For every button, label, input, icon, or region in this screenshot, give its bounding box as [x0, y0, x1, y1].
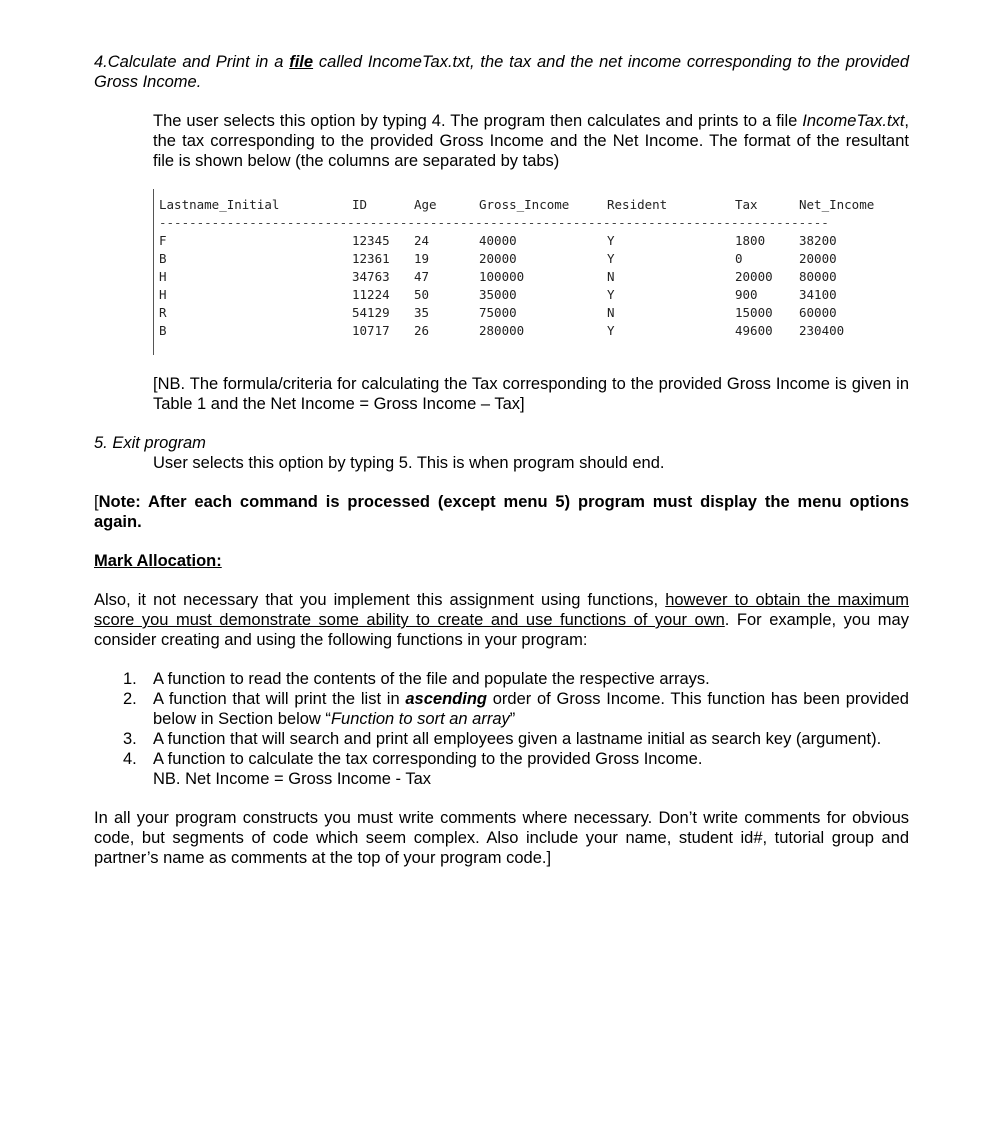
table-cell-resident: Y: [607, 287, 615, 302]
table-cell-lastname: F: [159, 233, 167, 248]
table-cell-tax: 15000: [735, 305, 773, 320]
note-text: Note: After each command is processed (except menu 5) program must display the menu options again.: [94, 493, 909, 531]
list-item-number: 4.: [123, 750, 137, 768]
mark-allocation-p1-part1: Also, it not necessary that you implement this assignment using functions,: [94, 591, 666, 609]
mark-allocation-heading-text: Mark Allocation:: [94, 552, 222, 570]
mark-allocation-paragraph: [94, 590, 909, 650]
list-item-line2: NB. Net Income = Gross Income - Tax: [153, 770, 432, 788]
table-cell-net: 230400: [799, 323, 845, 338]
table-cell-resident: N: [607, 269, 615, 284]
list-item-number: 1.: [123, 670, 137, 688]
table-cell-net: 60000: [799, 305, 837, 320]
note-paragraph: [94, 492, 909, 532]
table-header-age: Age: [414, 197, 437, 212]
table-header-lastname: Lastname_Initial: [159, 197, 280, 212]
mark-allocation-heading: [94, 551, 909, 571]
table-cell-lastname: H: [159, 287, 167, 302]
section5-description: User selects this option by typing 5. This is when program should end.: [153, 454, 665, 472]
list-item-text: A function that will search and print all employees given a lastname initial as search key (argument).: [153, 730, 882, 748]
table-cell-id: 12345: [352, 233, 390, 248]
table-cell-id: 10717: [352, 323, 390, 338]
list-item-emphasis: ascending: [405, 690, 487, 708]
table-cell-gross: 40000: [479, 233, 517, 248]
table-header-resident: Resident: [607, 197, 668, 212]
table-cell-lastname: H: [159, 269, 167, 284]
table-cell-resident: Y: [607, 323, 615, 338]
table-cell-tax: 20000: [735, 269, 773, 284]
table-header-net: Net_Income: [799, 197, 875, 212]
table-row: [159, 322, 899, 340]
section4-desc-file: IncomeTax.txt: [802, 112, 905, 130]
table-cell-lastname: B: [159, 323, 167, 338]
list-item-text: A function to read the contents of the file and populate the respective arrays.: [153, 670, 710, 688]
table-header-row: [159, 196, 899, 214]
table-row: [159, 232, 899, 250]
table-cell-gross: 280000: [479, 323, 525, 338]
section4-desc-part2: , the tax corresponding to the provided Gross Income and the Net Income. The format of the resultant file is shown below (the columns are separated by tabs): [153, 112, 909, 170]
table-row: [159, 268, 899, 286]
table-header-id: ID: [352, 197, 368, 212]
table-cell-age: 26: [414, 323, 430, 338]
table-cell-tax: 49600: [735, 323, 773, 338]
list-item-number: 3.: [123, 730, 137, 748]
table-cell-tax: 1800: [735, 233, 766, 248]
table-cell-id: 12361: [352, 251, 390, 266]
table-cell-age: 24: [414, 233, 430, 248]
table-cell-gross: 75000: [479, 305, 517, 320]
closing-paragraph: In all your program constructs you must write comments where necessary. Don’t write comments for obvious code, but segments of code which seem complex. Also include your name, student id#, tutorial group and partner’s name as comments at the top of your program code.]: [94, 809, 909, 867]
table-row: [159, 304, 899, 322]
section4-heading-suffix: called IncomeTax.txt, the tax and the net income corresponding to the provided Gross Income.: [94, 53, 909, 91]
list-item-text: A function that will print the list in: [153, 690, 406, 708]
table-cell-gross: 35000: [479, 287, 517, 302]
list-item-quote-close: ”: [509, 710, 516, 728]
table-cell-id: 11224: [352, 287, 390, 302]
table-cell-id: 34763: [352, 269, 390, 284]
list-item: [94, 729, 909, 749]
list-item-text: A function to calculate the tax corresponding to the provided Gross Income.: [153, 750, 703, 768]
list-item-text-cont: order of Gross Income. This function has been provided below in Section below “: [153, 690, 909, 728]
list-item-number: 2.: [123, 690, 137, 708]
section4-heading-file: file: [289, 53, 314, 71]
table-header-tax: Tax: [735, 197, 758, 212]
list-item: [94, 749, 909, 789]
table-cell-gross: 100000: [479, 269, 525, 284]
table-cell-gross: 20000: [479, 251, 517, 266]
note-bracket: [: [94, 493, 99, 511]
table-cell-tax: 0: [735, 251, 743, 266]
table-header-gross: Gross_Income: [479, 197, 570, 212]
list-item: [94, 689, 909, 729]
list-item: [94, 669, 909, 689]
section4-description: [153, 111, 909, 171]
table-body: [159, 232, 899, 340]
table-cell-lastname: R: [159, 305, 167, 320]
section4-desc-part1: The user selects this option by typing 4. The program then calculates and prints to a file: [153, 112, 803, 130]
table-cell-resident: N: [607, 305, 615, 320]
document-page: [94, 52, 909, 868]
mark-allocation-p1-underlined: however to obtain the maximum score you must demonstrate some ability to create and use functions of your own: [94, 591, 909, 629]
table-cell-id: 54129: [352, 305, 390, 320]
table-cell-lastname: B: [159, 251, 167, 266]
table-cell-age: 19: [414, 251, 430, 266]
section4-nb: [NB. The formula/criteria for calculating the Tax corresponding to the provided Gross Income is given in Table 1 and the Net Income = Gross Income – Tax]: [153, 375, 909, 413]
function-list: [94, 669, 909, 789]
table-cell-net: 20000: [799, 251, 837, 266]
table-cell-resident: Y: [607, 233, 615, 248]
table-cell-tax: 900: [735, 287, 758, 302]
list-item-quote: Function to sort an array: [330, 710, 510, 728]
table-cell-age: 50: [414, 287, 430, 302]
table-cell-net: 34100: [799, 287, 837, 302]
table-row: [159, 286, 899, 304]
table-cell-net: 38200: [799, 233, 837, 248]
table-divider: -----------------------------------------------------------------------------------------: [159, 215, 829, 230]
table-cell-age: 47: [414, 269, 430, 284]
section4-heading: [94, 52, 909, 92]
table-cell-age: 35: [414, 305, 430, 320]
income-tax-table: [153, 189, 899, 355]
table-cell-resident: Y: [607, 251, 615, 266]
mark-allocation-p1-part2: . For example, you may consider creating and using the following functions in your program:: [94, 611, 909, 649]
table-cell-net: 80000: [799, 269, 837, 284]
section4-heading-prefix: 4.Calculate and Print in a: [94, 53, 290, 71]
section5-heading: 5. Exit program: [94, 434, 206, 452]
table-row: [159, 250, 899, 268]
